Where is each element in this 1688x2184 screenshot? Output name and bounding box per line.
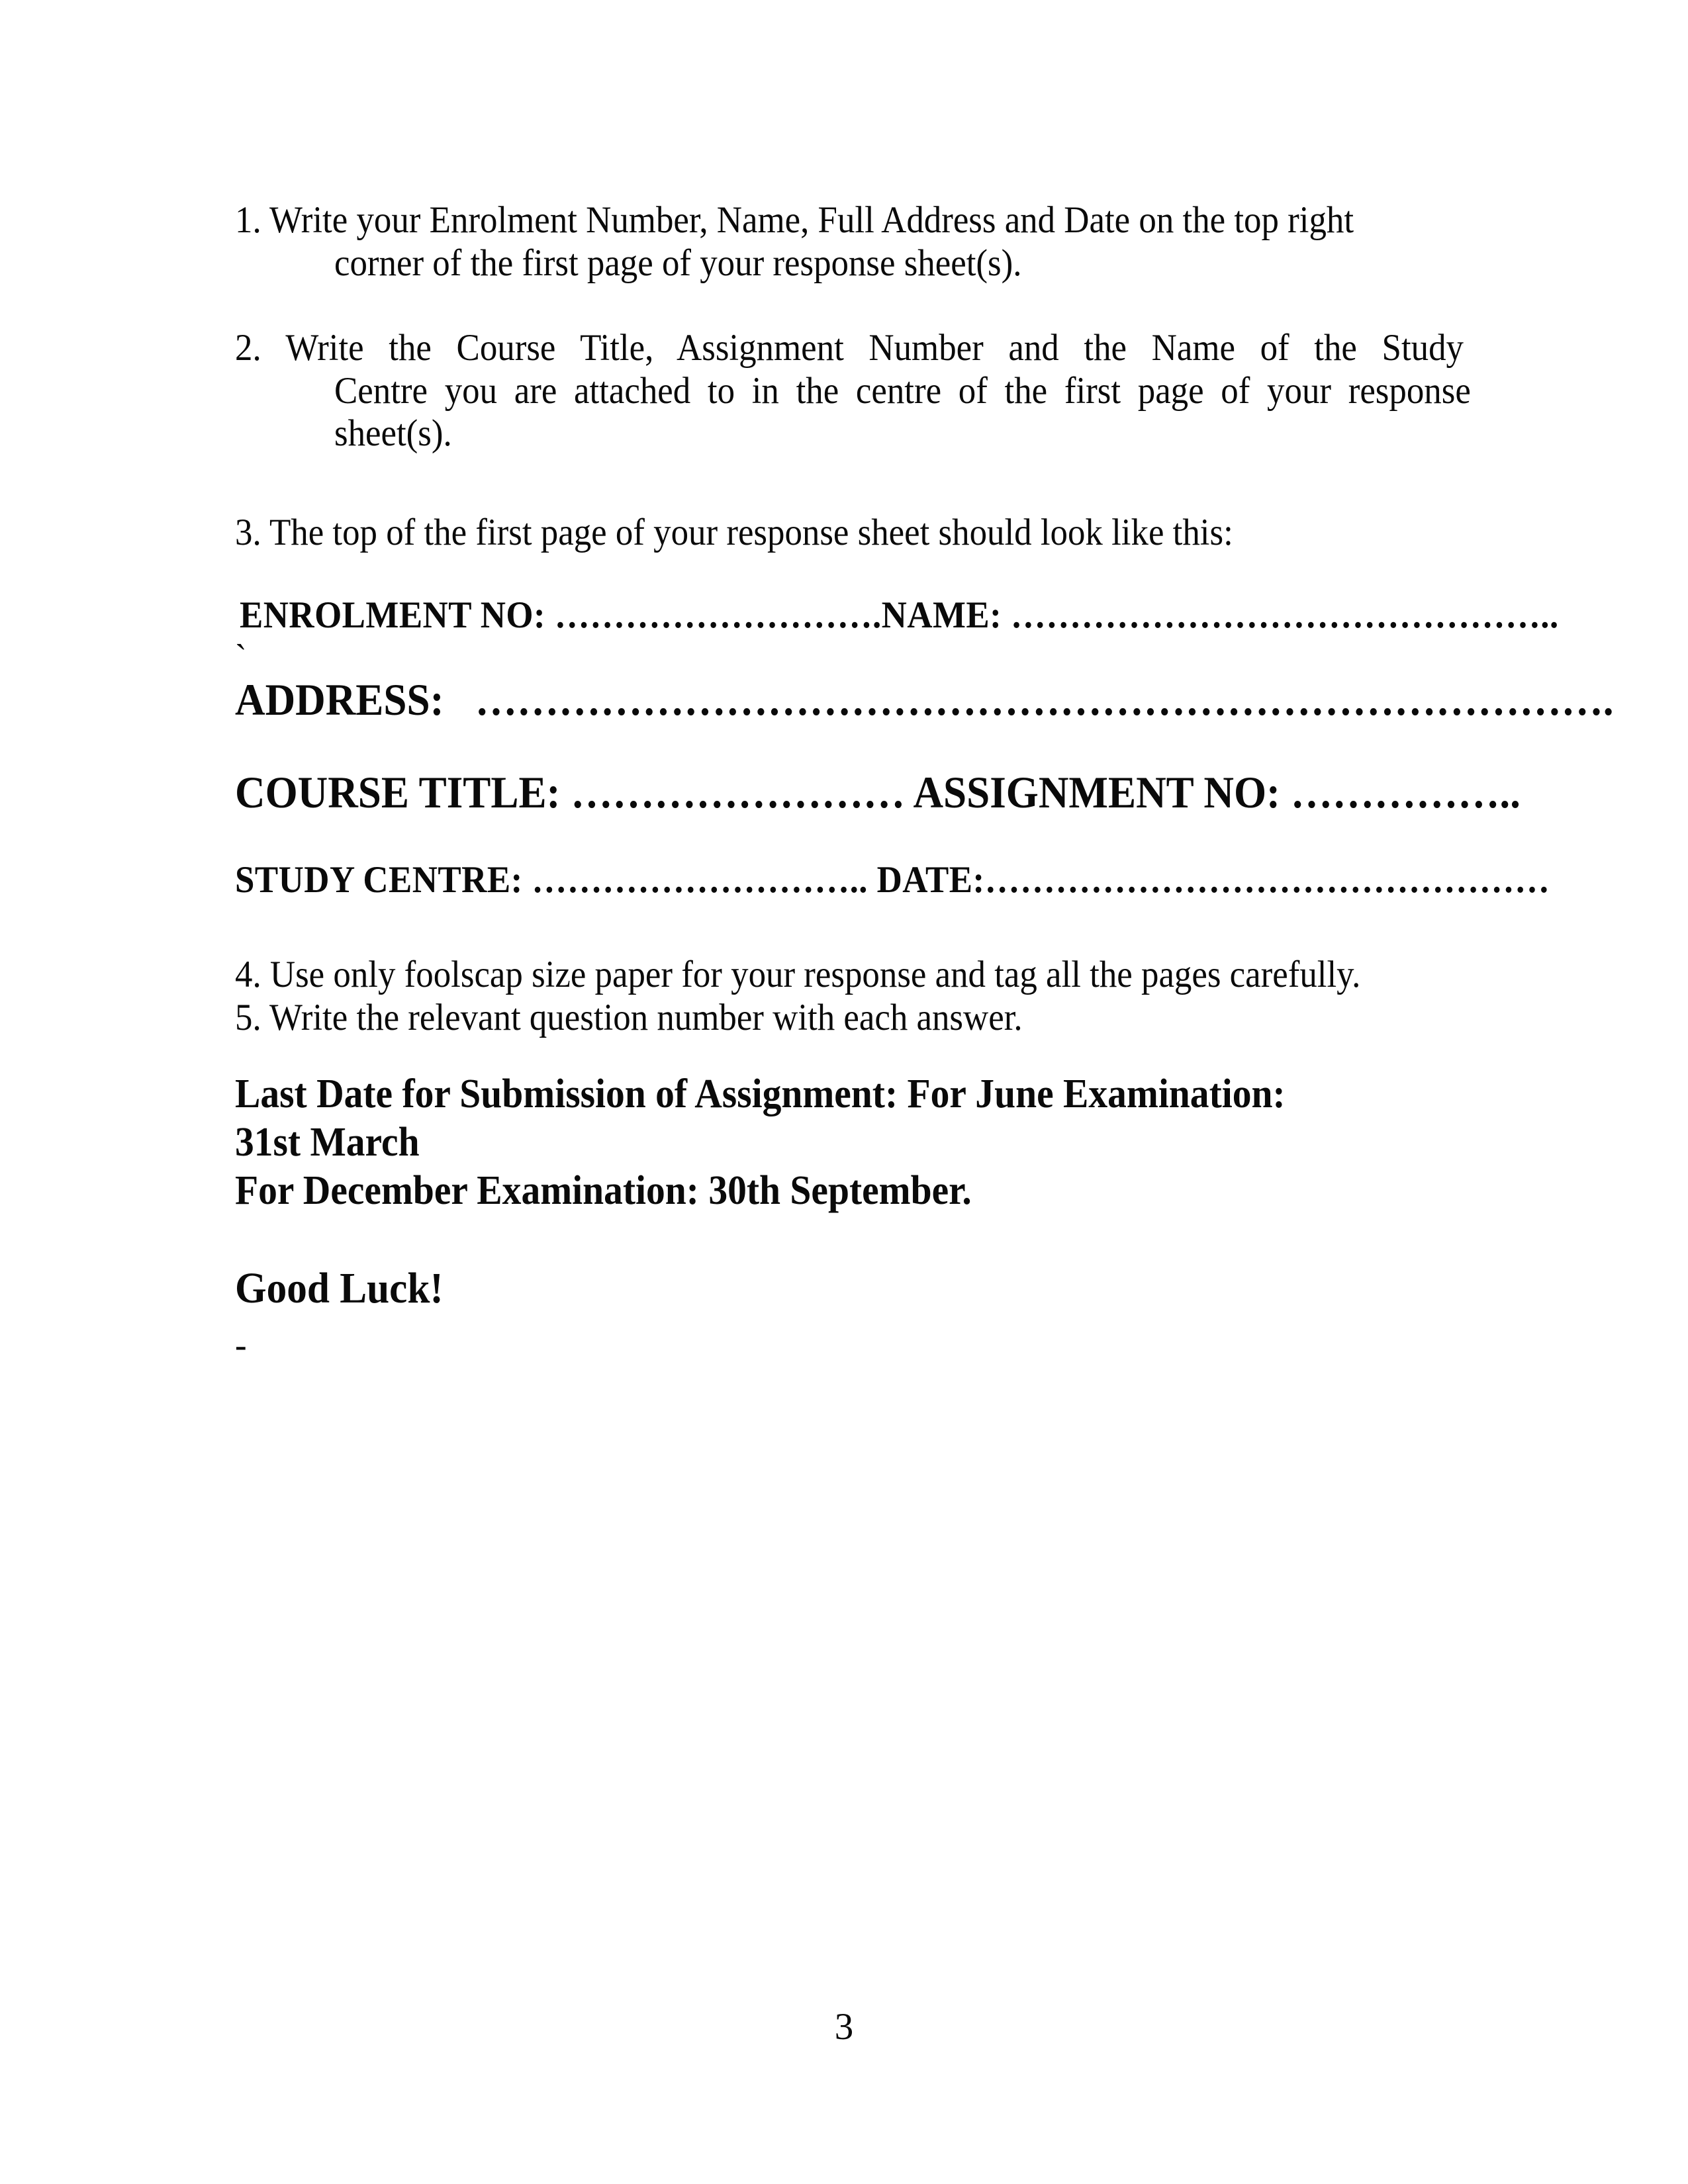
instruction-5: 5. Write the relevant question number with each answer. <box>235 997 1023 1038</box>
closing-good-luck: Good Luck! <box>235 1264 444 1312</box>
stray-grave-mark: ` <box>235 637 247 679</box>
sample-study-date-line: STUDY CENTRE: ……………………….. DATE:………………………………………… <box>235 859 1550 901</box>
instruction-2-line-1: 2. Write the Course Title, Assignment Number and the Name of the Study <box>235 327 1464 369</box>
closing-dash-mark: - <box>235 1324 247 1366</box>
instruction-3: 3. The top of the first page of your response sheet should look like this: <box>235 512 1233 553</box>
instruction-1-line-2: corner of the first page of your response sheet(s). <box>334 242 1022 284</box>
sample-address-line: ADDRESS: ………………………………………………………………………. <box>235 674 1614 725</box>
sample-course-assignment-line: COURSE TITLE: …………………… ASSIGNMENT NO: …………….. <box>235 767 1521 817</box>
deadline-line-1: Last Date for Submission of Assignment: For June Examination: <box>235 1071 1286 1116</box>
page-number: 3 <box>834 2006 854 2048</box>
instruction-2-line-3: sheet(s). <box>334 412 452 454</box>
instruction-2-line-2: Centre you are attached to in the centre of the first page of your response <box>334 370 1471 412</box>
deadline-line-3: For December Examination: 30th September. <box>235 1168 972 1213</box>
instruction-1-line-1: 1. Write your Enrolment Number, Name, Full Address and Date on the top right <box>235 199 1354 241</box>
sample-enrolment-name-line: ENROLMENT NO: ……………………….NAME: ……………………………………….. <box>240 594 1559 636</box>
deadline-line-2: 31st March <box>235 1120 420 1165</box>
instruction-4: 4. Use only foolscap size paper for your response and tag all the pages carefully. <box>235 954 1361 995</box>
